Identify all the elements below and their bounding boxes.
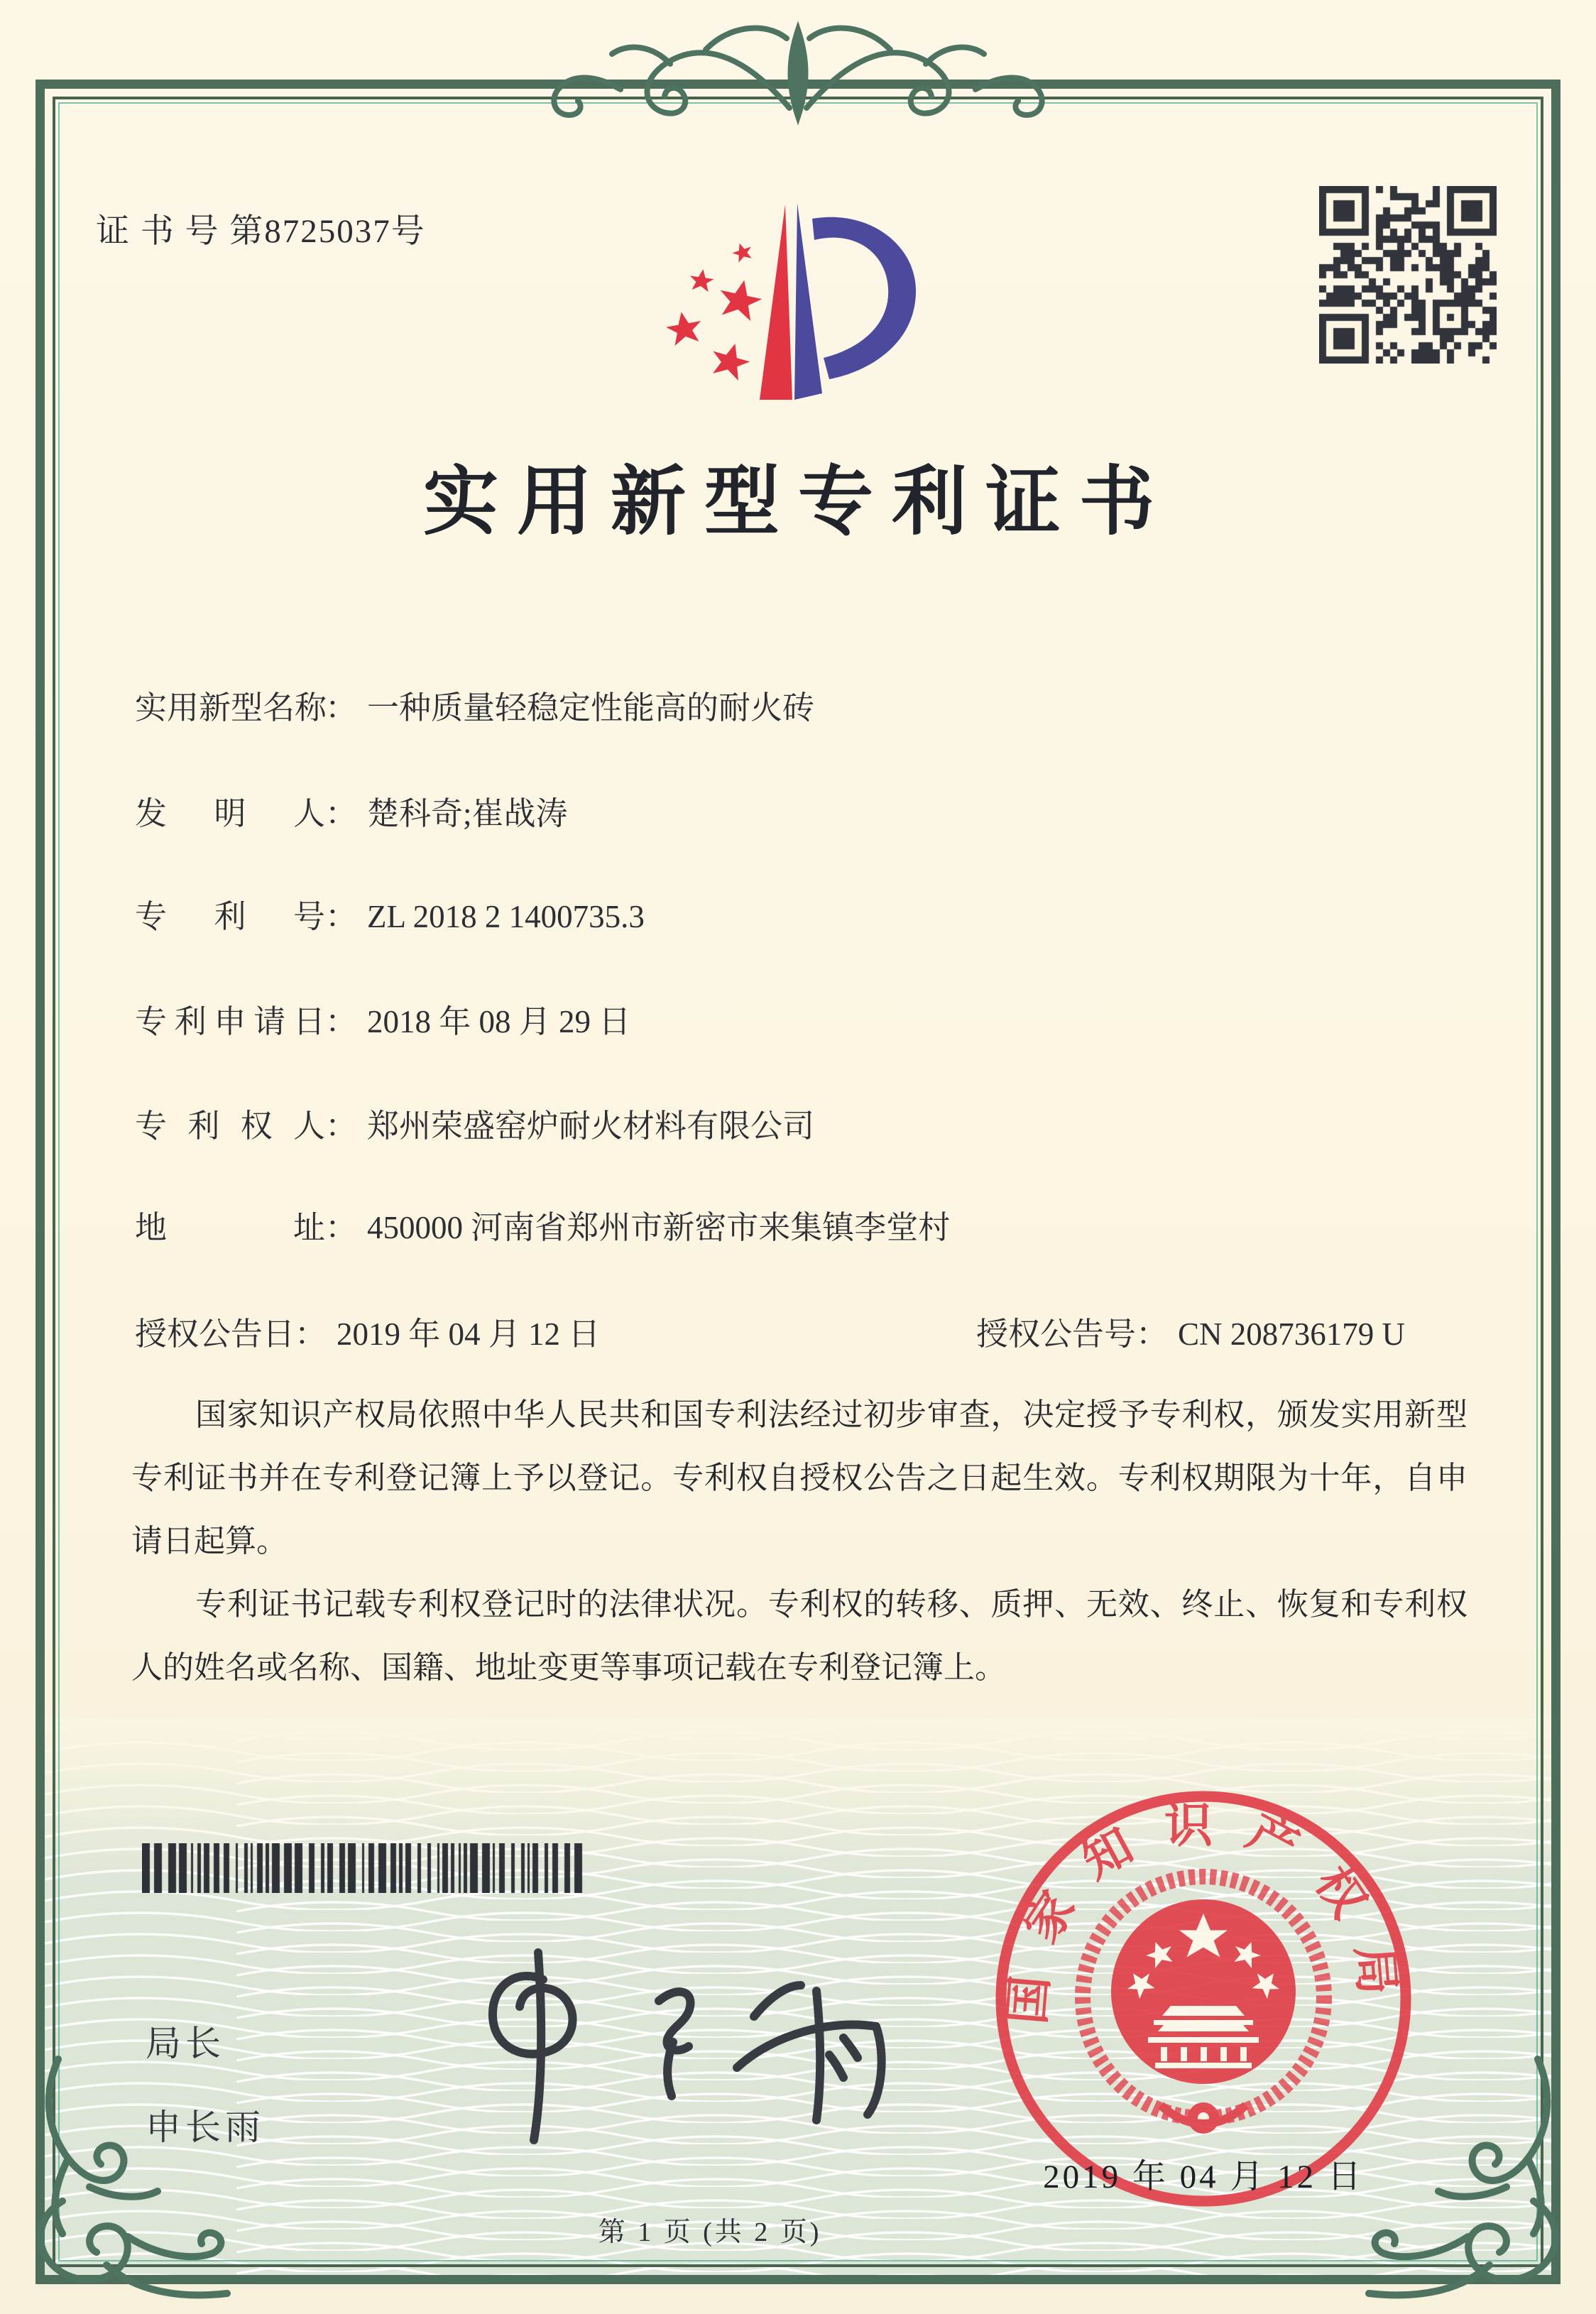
- field-patentee: 专利权人： 郑州荣盛窑炉耐火材料有限公司: [135, 1100, 814, 1146]
- field-utility-model-name: 实用新型名称： 一种质量轻稳定性能高的耐火砖: [135, 682, 814, 728]
- field-label: 授权公告日: [135, 1316, 295, 1352]
- field-label: 专利权人: [135, 1108, 325, 1144]
- page-number: 第 1 页 (共 2 页): [598, 2217, 822, 2247]
- field-label: 专利号: [135, 899, 325, 934]
- field-value: 2018 年 08 月 29 日: [367, 1004, 631, 1039]
- field-value: 2019 年 04 月 12 日: [337, 1316, 601, 1352]
- signer-block: [146, 2015, 265, 2183]
- field-label: 发明人: [135, 796, 325, 831]
- field-value: 楚科奇;崔战涛: [367, 796, 568, 831]
- field-value: 郑州荣盛窑炉耐火材料有限公司: [367, 1108, 815, 1144]
- certificate-title: 实用新型专利证书: [423, 461, 1173, 544]
- grant-number-field: 授权公告号： CN 208736179 U: [976, 1308, 1405, 1354]
- cnipa-logo: [653, 176, 944, 414]
- field-label: 专利申请日: [135, 1004, 325, 1039]
- field-grant-row: [135, 1308, 1406, 1354]
- field-patent-number: 专利号： ZL 2018 2 1400735.3: [135, 890, 645, 937]
- qr-code: [1319, 186, 1497, 364]
- barcode: [142, 1843, 591, 1893]
- field-inventor: 发明人： 楚科奇;崔战涛: [135, 787, 568, 834]
- grant-date-field: 授权公告日： 2019 年 04 月 12 日: [135, 1316, 601, 1352]
- field-value: ZL 2018 2 1400735.3: [367, 899, 645, 934]
- legal-text: [131, 1383, 1467, 1699]
- top-crest-ornament: [493, 4, 1103, 146]
- legal-paragraph-1: 国家知识产权局依照中华人民共和国专利法经过初步审查，决定授予专利权，颁发实用新型专利证书并在专利登记簿上予以登记。专利权自授权公告之日起生效。专利权期限为十年，自申请日起算。: [131, 1397, 1467, 1559]
- field-label: 实用新型名称: [135, 690, 327, 726]
- field-label: 授权公告号: [976, 1316, 1137, 1352]
- seal-date: 2019 年 04 月 12 日: [1043, 2159, 1364, 2195]
- certificate-number: 证 书 号 第8725037号: [96, 213, 426, 250]
- signer-title: 局长: [146, 2024, 225, 2063]
- field-label: 地址: [135, 1210, 325, 1245]
- field-filing-date: 专利申请日： 2018 年 08 月 29 日: [135, 995, 630, 1042]
- signature-image: [433, 1947, 916, 2160]
- seal-ring-text: 国家知识产权局: [1000, 1799, 1407, 2026]
- legal-paragraph-2: 专利证书记载专利权登记时的法律状况。专利权的转移、质押、无效、终止、恢复和专利权人的姓名或名称、国籍、地址变更等事项记载在专利登记簿上。: [131, 1587, 1467, 1685]
- signer-name: 申长雨: [146, 2107, 265, 2147]
- field-value: 一种质量轻稳定性能高的耐火砖: [367, 690, 815, 726]
- field-address: 地址： 450000 河南省郑州市新密市来集镇李堂村: [135, 1201, 950, 1248]
- field-value: 450000 河南省郑州市新密市来集镇李堂村: [367, 1210, 951, 1245]
- field-value: CN 208736179 U: [1178, 1316, 1406, 1352]
